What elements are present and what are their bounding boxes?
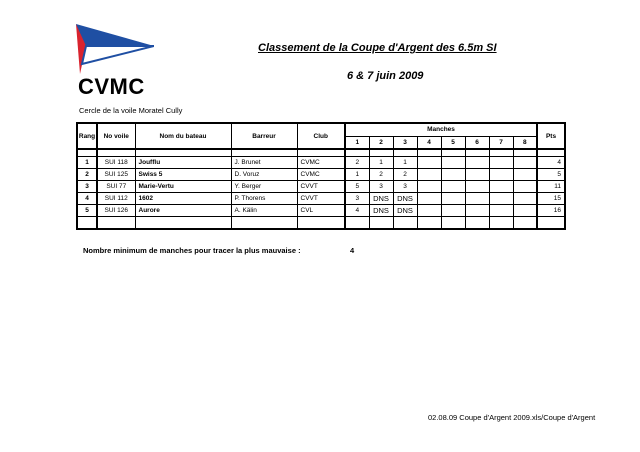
cell-rang: 1 xyxy=(77,157,97,169)
header-pts: Pts xyxy=(537,123,565,149)
event-dates: 6 & 7 juin 2009 xyxy=(347,70,424,82)
manche-number: 2 xyxy=(369,136,393,149)
cell-manche xyxy=(441,181,465,193)
cell-pts: 5 xyxy=(537,169,565,181)
cell-manche xyxy=(417,181,441,193)
cell-pts: 16 xyxy=(537,205,565,217)
header-manches: Manches xyxy=(345,123,537,136)
cell-manche: DNS xyxy=(369,205,393,217)
cell-manche xyxy=(489,181,513,193)
cell-manche xyxy=(513,181,537,193)
cell-manche: 2 xyxy=(393,169,417,181)
spacer-row xyxy=(77,149,565,157)
cell-barreur: P. Thorens xyxy=(231,193,297,205)
cell-manche xyxy=(441,169,465,181)
header-barreur: Barreur xyxy=(231,123,297,149)
cell-manche: DNS xyxy=(393,193,417,205)
cvmc-logo xyxy=(76,24,154,74)
cell-rang: 3 xyxy=(77,181,97,193)
cell-manche: 5 xyxy=(345,181,369,193)
cell-manche xyxy=(465,205,489,217)
manche-number: 5 xyxy=(441,136,465,149)
cell-manche: 4 xyxy=(345,205,369,217)
club-name: Cercle de la voile Moratel Cully xyxy=(79,106,183,115)
table-row-empty xyxy=(77,217,565,230)
cell-manche xyxy=(441,193,465,205)
cell-rang: 2 xyxy=(77,169,97,181)
header-nom-bateau: Nom du bateau xyxy=(135,123,231,149)
cell-manche xyxy=(489,205,513,217)
cell-manche xyxy=(465,193,489,205)
table-row xyxy=(77,181,565,193)
cell-manche xyxy=(489,169,513,181)
header-rang: Rang xyxy=(77,123,97,149)
cell-manche xyxy=(441,205,465,217)
cell-bateau: Aurore xyxy=(135,205,231,217)
table-row xyxy=(77,205,565,217)
cell-pts: 15 xyxy=(537,193,565,205)
cell-no-voile: SUI 112 xyxy=(97,193,135,205)
club-code: CVMC xyxy=(78,74,145,99)
cell-manche: DNS xyxy=(369,193,393,205)
cell-bateau: Swiss 5 xyxy=(135,169,231,181)
cell-no-voile: SUI 125 xyxy=(97,169,135,181)
cell-manche xyxy=(417,169,441,181)
min-manches-label: Nombre minimum de manches pour tracer la plus mauvaise : xyxy=(83,246,301,255)
header-club: Club xyxy=(297,123,345,149)
table-row xyxy=(77,193,565,205)
cell-bateau: Joufflu xyxy=(135,157,231,169)
cell-manche: 1 xyxy=(345,169,369,181)
cell-club: CVMC xyxy=(297,169,345,181)
cell-manche: 3 xyxy=(393,181,417,193)
cell-manche xyxy=(417,193,441,205)
cell-manche: 3 xyxy=(345,193,369,205)
cell-manche xyxy=(465,181,489,193)
logo-white-sail xyxy=(82,46,154,64)
header-no-voile: No voile xyxy=(97,123,135,149)
cell-manche xyxy=(489,157,513,169)
cell-barreur: Y. Berger xyxy=(231,181,297,193)
cell-manche: 3 xyxy=(369,181,393,193)
cell-no-voile: SUI 77 xyxy=(97,181,135,193)
results-table xyxy=(76,122,566,230)
manche-number: 7 xyxy=(489,136,513,149)
table-header-row xyxy=(77,123,565,136)
cell-manche xyxy=(417,205,441,217)
footer-filename: 02.08.09 Coupe d'Argent 2009.xls/Coupe d'Argent xyxy=(428,413,596,422)
cell-no-voile: SUI 126 xyxy=(97,205,135,217)
cell-bateau: 1602 xyxy=(135,193,231,205)
cell-manche xyxy=(465,169,489,181)
cell-manche: 2 xyxy=(369,169,393,181)
cell-club: CVL xyxy=(297,205,345,217)
manche-number: 1 xyxy=(345,136,369,149)
cell-rang: 5 xyxy=(77,205,97,217)
min-manches-value: 4 xyxy=(350,246,355,255)
cell-manche xyxy=(513,157,537,169)
cell-manche: 2 xyxy=(345,157,369,169)
manche-number: 6 xyxy=(465,136,489,149)
table-row xyxy=(77,169,565,181)
cell-manche: 1 xyxy=(369,157,393,169)
logo-blue-sail xyxy=(76,24,154,46)
cell-pts: 4 xyxy=(537,157,565,169)
cell-manche xyxy=(441,157,465,169)
cell-manche xyxy=(513,169,537,181)
cell-manche xyxy=(513,205,537,217)
manche-number: 3 xyxy=(393,136,417,149)
cell-barreur: J. Brunet xyxy=(231,157,297,169)
page-title: Classement de la Coupe d'Argent des 6.5m SI xyxy=(258,42,497,54)
cell-manche xyxy=(465,157,489,169)
cell-bateau: Marie-Vertu xyxy=(135,181,231,193)
cell-manche xyxy=(513,193,537,205)
cell-manche: 1 xyxy=(393,157,417,169)
cell-manche xyxy=(417,157,441,169)
cell-club: CVMC xyxy=(297,157,345,169)
cell-barreur: D. Voruz xyxy=(231,169,297,181)
table-row xyxy=(77,157,565,169)
cell-manche xyxy=(489,193,513,205)
manche-number: 8 xyxy=(513,136,537,149)
manche-number: 4 xyxy=(417,136,441,149)
cell-club: CVVT xyxy=(297,193,345,205)
cell-club: CVVT xyxy=(297,181,345,193)
cell-manche: DNS xyxy=(393,205,417,217)
cell-pts: 11 xyxy=(537,181,565,193)
cell-rang: 4 xyxy=(77,193,97,205)
cell-no-voile: SUI 118 xyxy=(97,157,135,169)
cell-barreur: A. Kälin xyxy=(231,205,297,217)
